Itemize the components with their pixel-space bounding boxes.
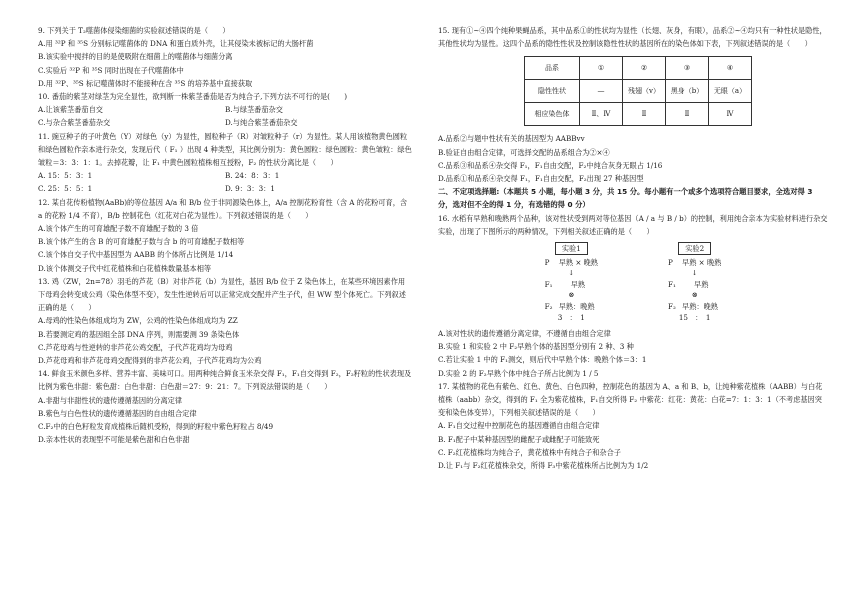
- arrow-down-icon: ↓: [691, 269, 698, 278]
- option: B.实验 1 和实验 2 中 F₂早熟个体的基因型分别有 2 种、3 种: [438, 342, 634, 352]
- option: C.芦花母鸡与性逆转的非芦花公鸡交配，子代芦花鸡均为母鸡: [38, 342, 233, 352]
- exp2-ratio: 15 ： 1: [678, 313, 711, 323]
- option: D.实验 2 的 F₂早熟个体中纯合子所占比例为 1 / 5: [438, 368, 599, 378]
- question-13-stem: 13. 鸡（ZW，2n=78）羽毛的芦花（B）对非芦花（b）为显性，基因 B/b 位于 Z 染色体上，在某些环境因素作用下母鸡会转变成公鸡（染色体型不变），发生性逆转后可以正常完成交配并产生子代，但 WW 型个体死亡。下列叙述正确的是（ ）: [38, 276, 406, 313]
- question-16-options: [438, 327, 828, 380]
- option: A.该个体产生的可育雄配子数不育雄配子数的 3 倍: [38, 224, 199, 234]
- option: D. 9：3：3：1: [225, 184, 275, 194]
- gen-f1-label: F₁: [668, 280, 676, 290]
- table-cell: Ⅱ: [623, 103, 666, 126]
- question-14-stem: 14. 鲜食玉米颜色多样、营养丰富、美味可口。用两种纯合鲜食玉米杂交得 F₁，F₁自交得到 F₂，F₂籽粒的性状表现及比例为紫色非甜：紫色甜：白色非甜：白色甜＝27：9：21：7。下列说法错误的是（ ）: [38, 369, 412, 392]
- option: A. 15：5：3：1: [38, 171, 93, 181]
- table-row: [525, 103, 752, 126]
- gen-f1-label: F₁: [544, 280, 553, 290]
- question-12-stem: 12. 某自花传粉植物(AaBb)的等位基因 A/a 和 B/b 位于非同源染色体上，A/a 控制花粉育性（含 A 的花粉可育，含 a 的花粉 1/4 不育），B/b 控制花色（红花对白花为显性）。下列叙述错误的是（ ）: [38, 197, 408, 220]
- experiment-2: [668, 242, 721, 323]
- option: C.该个体自交子代中基因型为 AABB 的个体所占比例是 1/14: [38, 250, 234, 260]
- option: A.母鸡的性染色体组成均为 ZW，公鸡的性染色体组成均为 ZZ: [38, 316, 238, 326]
- experiment-1: [545, 242, 598, 323]
- gen-f2-label: F₂: [544, 302, 553, 312]
- gen-p-label: P: [668, 258, 673, 268]
- option: A.让该紫茎番茄自交: [38, 105, 103, 115]
- question-17-options: [438, 419, 828, 472]
- exp1-f1: 早熟: [570, 280, 586, 290]
- table-cell: Ⅱ、Ⅳ: [580, 103, 623, 126]
- left-column: [38, 24, 412, 447]
- exp1-ratio: 3 ： 1: [557, 313, 585, 323]
- exp2-f2: 早熟：晚熟: [682, 302, 718, 312]
- section-2-heading: 二、不定项选择题:（本题共 5 小题，每小题 3 分，共 15 分。每小题有一个或多个选项符合题目要求，全选对得 3 分，选对但不全的得 1 分，有选错的得 0 分）: [438, 187, 813, 210]
- exp1-parents: 早熟 × 晚熟: [558, 258, 598, 268]
- option: C.F₂中的白色籽粒发育成植株后随机受粉，得到的籽粒中紫色籽粒占 8/49: [38, 422, 274, 432]
- right-column: [438, 24, 828, 472]
- experiment-2-title: 实验2: [678, 242, 711, 255]
- question-15-options: [438, 132, 828, 185]
- option: D.亲本性状的表现型不可能是紫色甜和白色非甜: [38, 435, 190, 445]
- option: C. 25：5：5：1: [38, 184, 93, 194]
- option: D.让 F₁与 F₂红花植株杂交，所得 F₃中紫花植株所占比例为为 1/2: [438, 461, 649, 471]
- gen-p-label: P: [544, 258, 550, 268]
- exp1-f2: 早熟：晚熟: [558, 302, 595, 312]
- table-row: [525, 80, 752, 103]
- table-cell: 隐性性状: [525, 80, 580, 103]
- gen-f2-label: F₂: [668, 302, 676, 312]
- option-row: [38, 169, 412, 182]
- option: B. F₁配子中某种基因型的雌配子或雌配子可能致死: [438, 434, 600, 444]
- question-17-stem: 17. 某植物的花色有紫色、红色、黄色、白色四种，控制花色的基因为 A、a 和 B、b，让纯种紫花植株（AABB）与白花植株（aabb）杂交，得到的 F₁ 全为紫花植株，F₁自交所得 F₂ 中紫花：红花：黄花：白花=7：1：3：1（不考虑基因突变和染色体变异），下列相关叙述错误的是（ ）: [438, 381, 823, 418]
- table-cell: 残翅（v）: [623, 80, 666, 103]
- exp2-parents: 早熟 × 晚熟: [682, 258, 722, 268]
- option: B.与绿茎番茄杂交: [225, 105, 283, 115]
- option: A. F₁自交过程中控制花色的基因遵循自由组合定律: [438, 421, 600, 431]
- strain-table: [524, 56, 752, 126]
- arrow-down-icon: ↓: [568, 269, 575, 278]
- option: C.若让实验 1 中的 F₁测交，则后代中早熟个体：晚熟个体＝3：1: [438, 355, 647, 365]
- option: D.芦花母鸡和非芦花母鸡交配得到的非芦花公鸡，子代芦花鸡均为公鸡: [38, 356, 262, 366]
- table-cell: ③: [666, 57, 709, 80]
- question-9-stem: 9. 下列关于 T₂噬菌体侵染细菌的实验叙述错误的是（ ）: [38, 26, 230, 35]
- option: D.与纯合紫茎番茄杂交: [225, 118, 298, 128]
- table-cell: 无眼（a）: [709, 80, 752, 103]
- option: B.验证自由组合定律，可选择交配的品系组合为②×④: [438, 147, 610, 157]
- option-row: [38, 116, 412, 129]
- option: B.该个体产生的含 B 的可育雄配子数与含 b 的可育雄配子数相等: [38, 237, 245, 247]
- option-row: [38, 103, 412, 116]
- option: C.实验后 ³²P 和 ³⁵S 同时出现在子代噬菌体中: [38, 65, 184, 75]
- question-10-stem: 10. 番茄的紫茎对绿茎为完全显性，欲判断一株紫茎番茄是否为纯合子,下列方法不可行的是( ): [38, 92, 348, 102]
- rice-experiment-diagram: [438, 242, 828, 323]
- table-cell: ②: [623, 57, 666, 80]
- option: B.该实验中搅拌的目的是使吸附在细菌上的噬菌体与细菌分离: [38, 52, 233, 62]
- option: A.用 ³²P 和 ³⁵S 分别标记噬菌体的 DNA 和蛋白质外壳，让其侵染未被标记的大肠杆菌: [38, 39, 314, 49]
- option: D.用 ³²P、³⁵S 标记噬菌体时不能接种在含 ³⁵S 的培养基中直接获取: [38, 78, 253, 88]
- table-cell: Ⅱ: [666, 103, 709, 126]
- option: A.品系②与题中性状有关的基因型为 AABBvv: [438, 134, 585, 144]
- table-cell: —: [580, 80, 623, 103]
- table-cell: 品系: [525, 57, 580, 80]
- option: C. F₂红花植株均为纯合子，黄花植株中有纯合子和杂合子: [438, 447, 621, 457]
- question-16-stem: 16. 水稻有早熟和晚熟两个品种，该对性状受到两对等位基因（A / a 与 B / b）的控制，利用纯合亲本为实验材料进行杂交实验，出现了下图所示的两种情况，下列相关叙述正确的是（ ）: [438, 213, 828, 236]
- question-15-stem: 15. 现有①~④四个纯种果蝇品系，其中品系①的性状均为显性（长翅、灰身，有眼），品系②~④均只有一种性状是隐性，其他性状均为显性。这四个品系的隐性性状及控制该隐性性状的基因所在的染色体如下表，下列叙述错误的是（ ）: [438, 26, 827, 49]
- option: B. 24：8：3：1: [225, 171, 280, 181]
- option: D.该个体测交子代中红花植株和白花植株数量基本相等: [38, 263, 212, 273]
- option: A.该对性状的遗传遵循分离定律，不遵循自由组合定律: [438, 329, 611, 339]
- self-cross-icon: ⊗: [568, 291, 575, 300]
- option: D.品系①和品系④杂交得 F₁，F₁自由交配，F₂出现 27 种基因型: [438, 174, 644, 184]
- option: A.非甜与非甜性状的遗传遵循基因的分离定律: [38, 395, 183, 405]
- table-cell: 黑身（b）: [666, 80, 709, 103]
- exp2-f1: 早熟: [694, 280, 709, 290]
- table-cell: ④: [709, 57, 752, 80]
- option-row: [38, 182, 412, 195]
- table-cell: Ⅳ: [709, 103, 752, 126]
- table-cell: 相应染色体: [525, 103, 580, 126]
- self-cross-icon: ⊗: [691, 291, 698, 300]
- experiment-1-title: 实验1: [555, 242, 588, 255]
- table-row: [525, 57, 752, 80]
- option: B.紫色与白色性状的遗传遵循基因的自由组合定律: [38, 408, 197, 418]
- option: C.与杂合紫茎番茄杂交: [38, 118, 111, 128]
- question-11-stem: 11. 豌豆种子的子叶黄色（Y）对绿色（y）为显性，圆粒种子（R）对皱粒种子（r）为显性。某人用该植物黄色圆粒和绿色圆粒作亲本进行杂交，发现后代（ F₁ ）出现 4 种类型，其比例分别为：黄色圆粒：绿色圆粒：黄色皱粒：绿色皱粒＝3：3：1：1。去掉花瓣，让 F₁ 中黄色圆粒植株相互授粉，F₂ 的性状分离比是（ ）: [38, 131, 412, 168]
- option: C.品系③和品系④杂交得 F₁，F₁自由交配，F₂中纯合灰身无眼占 1/16: [438, 160, 663, 170]
- option: B.若要测定鸡的基因组全部 DNA 序列，则需要测 39 条染色体: [38, 329, 240, 339]
- table-cell: ①: [580, 57, 623, 80]
